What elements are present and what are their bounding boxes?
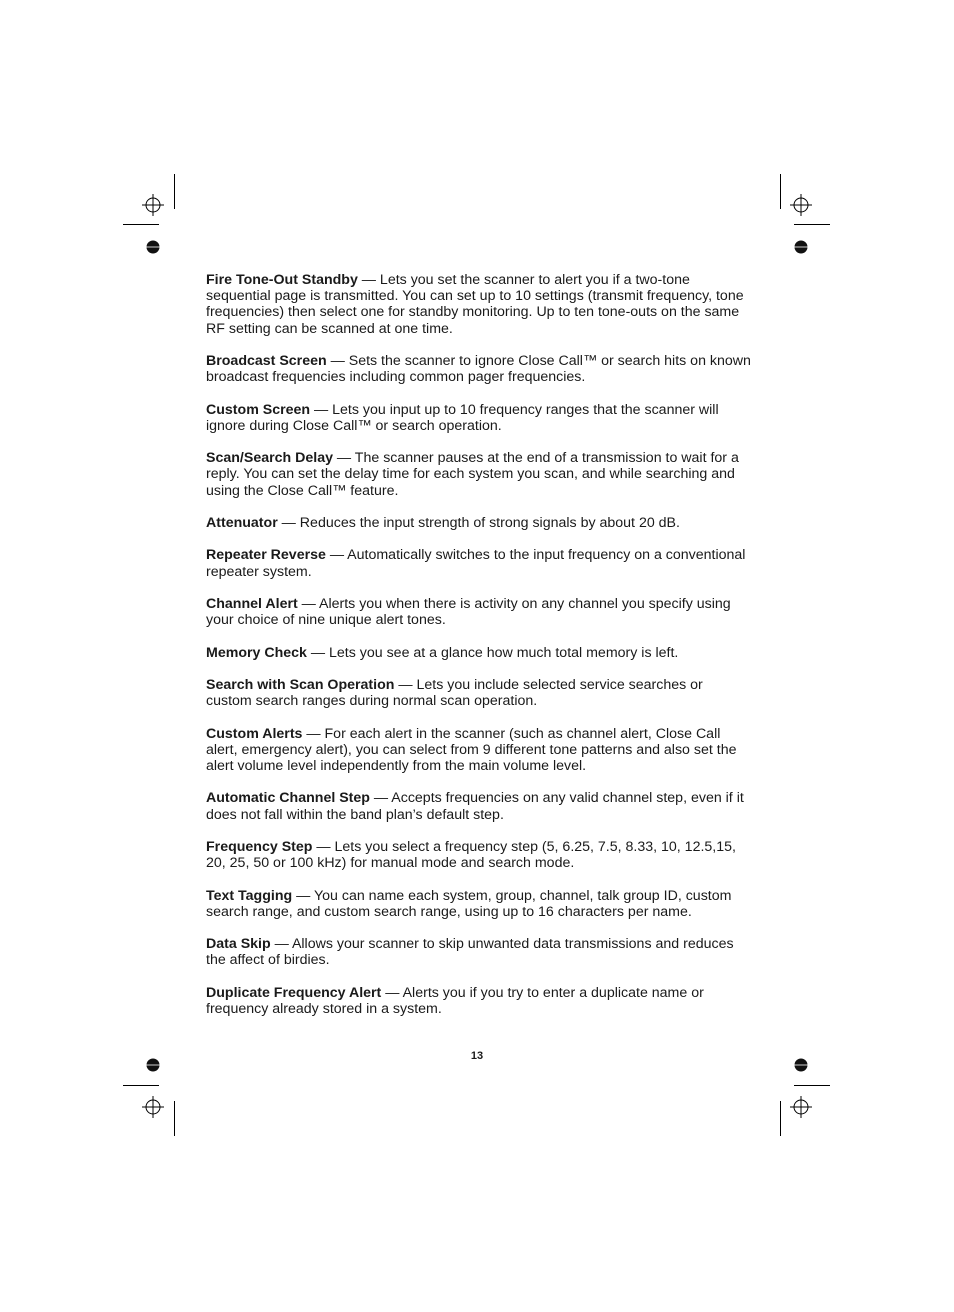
feature-description: — Lets you include selected service searches or custom search ranges during normal scan operation. xyxy=(206,676,703,710)
feature-item xyxy=(206,726,751,775)
feature-description: — Alerts you when there is activity on any channel you specify using your choice of nine unique alert tones. xyxy=(206,595,731,629)
feature-description: — Lets you set the scanner to alert you if a two-tone sequential page is transmitted. You can set up to 10 settings (transmit frequency, tone frequencies) then select one for standby monitoring. Up to ten tone-outs on the same RF setting can be scanned at one time. xyxy=(206,272,744,337)
feature-term: Memory Check xyxy=(206,644,307,661)
feature-item xyxy=(206,547,751,579)
feature-item xyxy=(206,272,751,337)
feature-description: — You can name each system, group, channel, talk group ID, custom search range, and custom search range, using up to 16 characters per name. xyxy=(206,887,732,920)
crop-mark-bottom-right-vertical xyxy=(780,1101,781,1136)
feature-term: Repeater Reverse xyxy=(206,547,326,564)
crop-mark-bottom-right-horizontal xyxy=(794,1085,830,1086)
feature-item xyxy=(206,985,751,1017)
feature-item xyxy=(206,677,751,709)
registration-crosshair-icon xyxy=(142,1096,164,1118)
feature-term: Custom Alerts xyxy=(206,725,303,742)
feature-description: — Reduces the input strength of strong signals by about 20 dB. xyxy=(277,514,680,531)
crop-mark-top-right-vertical xyxy=(780,174,781,209)
feature-description: — Lets you input up to 10 frequency ranges that the scanner will ignore during Close Call™ or search operation. xyxy=(206,401,719,434)
feature-item xyxy=(206,936,751,968)
feature-item xyxy=(206,596,751,628)
feature-description: — Alerts you if you try to enter a duplicate name or frequency already stored in a system. xyxy=(206,984,704,1017)
feature-term: Search with Scan Operation xyxy=(206,676,395,693)
registration-crosshair-icon xyxy=(142,194,164,216)
feature-item xyxy=(206,645,751,661)
feature-description: — Lets you see at a glance how much total memory is left. xyxy=(306,644,679,661)
feature-description: — Accepts frequencies on any valid channel step, even if it does not fall within the band plan’s default step. xyxy=(206,790,744,823)
feature-item xyxy=(206,790,751,822)
feature-term: Fire Tone-Out Standby xyxy=(206,272,358,288)
feature-description: — Automatically switches to the input frequency on a conventional repeater system. xyxy=(206,547,746,580)
feature-item xyxy=(206,353,751,385)
crop-mark-bottom-left-vertical xyxy=(174,1101,175,1136)
feature-item xyxy=(206,888,751,920)
feature-description: — The scanner pauses at the end of a transmission to wait for a reply. You can set the delay time for each system you scan, and while searching and using the Close Call™ feature. xyxy=(206,450,739,499)
feature-item xyxy=(206,515,751,531)
feature-description: — Sets the scanner to ignore Close Call™ or search hits on known broadcast frequencies including common pager frequencies. xyxy=(206,353,751,386)
crop-mark-top-left-vertical xyxy=(174,174,175,209)
feature-description: — Allows your scanner to skip unwanted data transmissions and reduces the affect of birdies. xyxy=(206,936,734,969)
registration-dot-icon xyxy=(793,239,809,255)
crop-mark-bottom-left-horizontal xyxy=(123,1085,159,1086)
feature-item xyxy=(206,839,751,871)
registration-crosshair-icon xyxy=(790,194,812,216)
feature-term: Channel Alert xyxy=(206,595,298,612)
feature-description: — For each alert in the scanner (such as channel alert, Close Call alert, emergency alert), you can select from 9 different tone patterns and also set the alert volume level independently from the main volume level. xyxy=(206,725,737,774)
page-number: 13 xyxy=(470,1050,484,1062)
feature-term: Frequency Step xyxy=(206,838,313,855)
feature-term: Custom Screen xyxy=(206,401,311,418)
registration-crosshair-icon xyxy=(790,1096,812,1118)
feature-list xyxy=(206,272,751,1033)
feature-term: Broadcast Screen xyxy=(206,353,327,369)
feature-term: Data Skip xyxy=(206,936,271,953)
feature-term: Attenuator xyxy=(206,514,278,531)
feature-description: — Lets you select a frequency step (5, 6.25, 7.5, 8.33, 10, 12.5,15, 20, 25, 50 or 100 kHz) for manual mode and search mode. xyxy=(206,838,736,872)
registration-dot-icon xyxy=(145,239,161,255)
feature-term: Duplicate Frequency Alert xyxy=(206,984,382,1001)
crop-mark-top-right-horizontal xyxy=(794,224,830,225)
feature-term: Automatic Channel Step xyxy=(206,790,370,807)
feature-term: Scan/Search Delay xyxy=(206,450,333,467)
feature-item xyxy=(206,450,751,499)
crop-mark-top-left-horizontal xyxy=(123,224,159,225)
feature-term: Text Tagging xyxy=(206,887,293,904)
feature-item xyxy=(206,402,751,434)
